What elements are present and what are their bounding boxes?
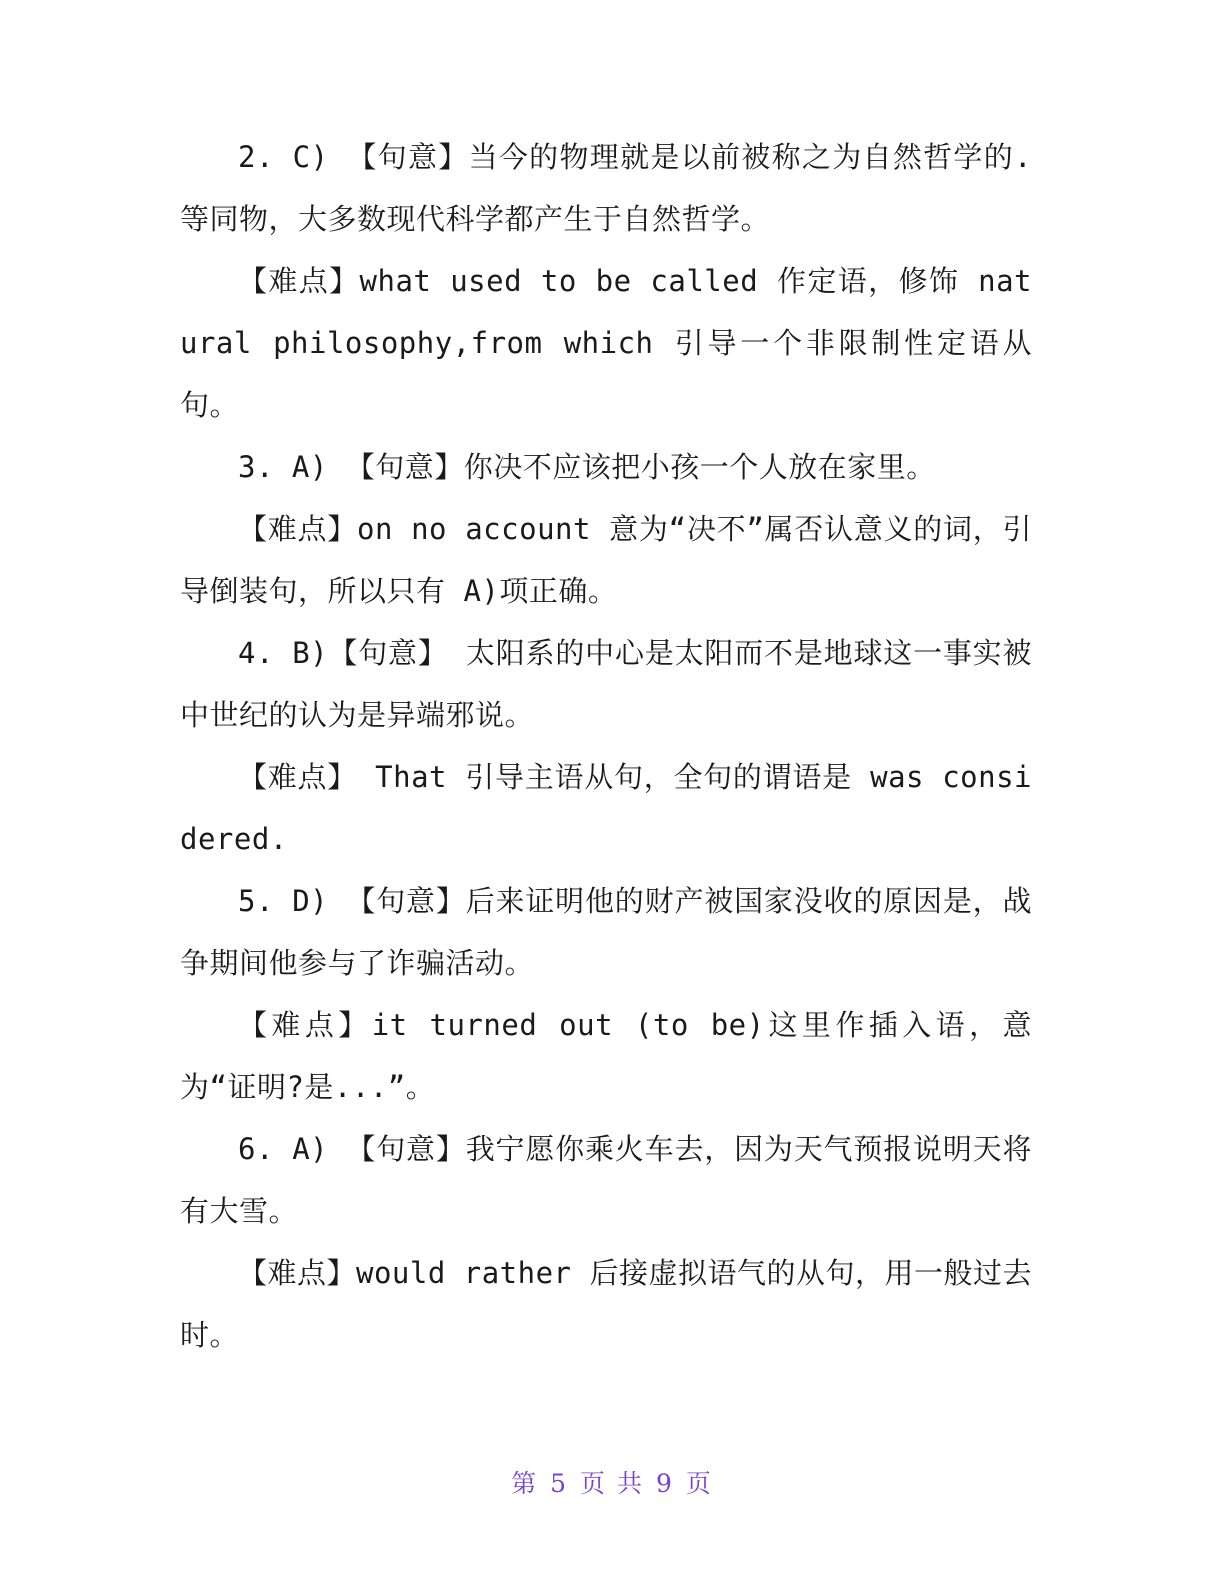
paragraph-q3-meaning: 3. A) 【句意】你决不应该把小孩一个人放在家里。 xyxy=(238,450,936,484)
footer-prefix: 第 xyxy=(511,1469,539,1498)
paragraph-q5-meaning: 5. D) 【句意】后来证明他的财产被国家没收的原因是，战争期间他参与了诈骗活动。 xyxy=(180,884,1032,980)
answer-explanations xyxy=(180,126,1032,1366)
paragraph-q2-meaning: 2. C) 【句意】当今的物理就是以前被称之为自然哲学的.等同物，大多数现代科学都产生于自然哲学。 xyxy=(180,140,1032,236)
paragraph-q3-difficulty: 【难点】on no account 意为“决不”属否认意义的词，引导倒装句，所以只有 A)项正确。 xyxy=(180,512,1032,608)
footer-middle: 页 共 xyxy=(580,1469,644,1498)
paragraph-q6-meaning: 6. A) 【句意】我宁愿你乘火车去，因为天气预报说明天将有大雪。 xyxy=(180,1132,1032,1228)
footer-total-pages: 9 xyxy=(655,1469,674,1498)
footer-suffix: 页 xyxy=(685,1469,713,1498)
paragraph-q4-meaning: 4. B)【句意】 太阳系的中心是太阳而不是地球这一事实被中世纪的认为是异端邪说。 xyxy=(180,636,1032,732)
paragraph-q2-difficulty: 【难点】what used to be called 作定语，修饰 natural philosophy,from which 引导一个非限制性定语从句。 xyxy=(180,264,1032,422)
paragraph-q5-difficulty: 【难点】it turned out (to be)这里作插入语，意为“证明?是...”。 xyxy=(180,1008,1032,1104)
page-number-footer xyxy=(0,1464,1224,1500)
paragraph-q4-difficulty: 【难点】 That 引导主语从句，全句的谓语是 was considered. xyxy=(180,760,1032,856)
footer-current-page: 5 xyxy=(550,1469,569,1498)
paragraph-q6-difficulty: 【难点】would rather 后接虚拟语气的从句，用一般过去时。 xyxy=(180,1256,1032,1352)
